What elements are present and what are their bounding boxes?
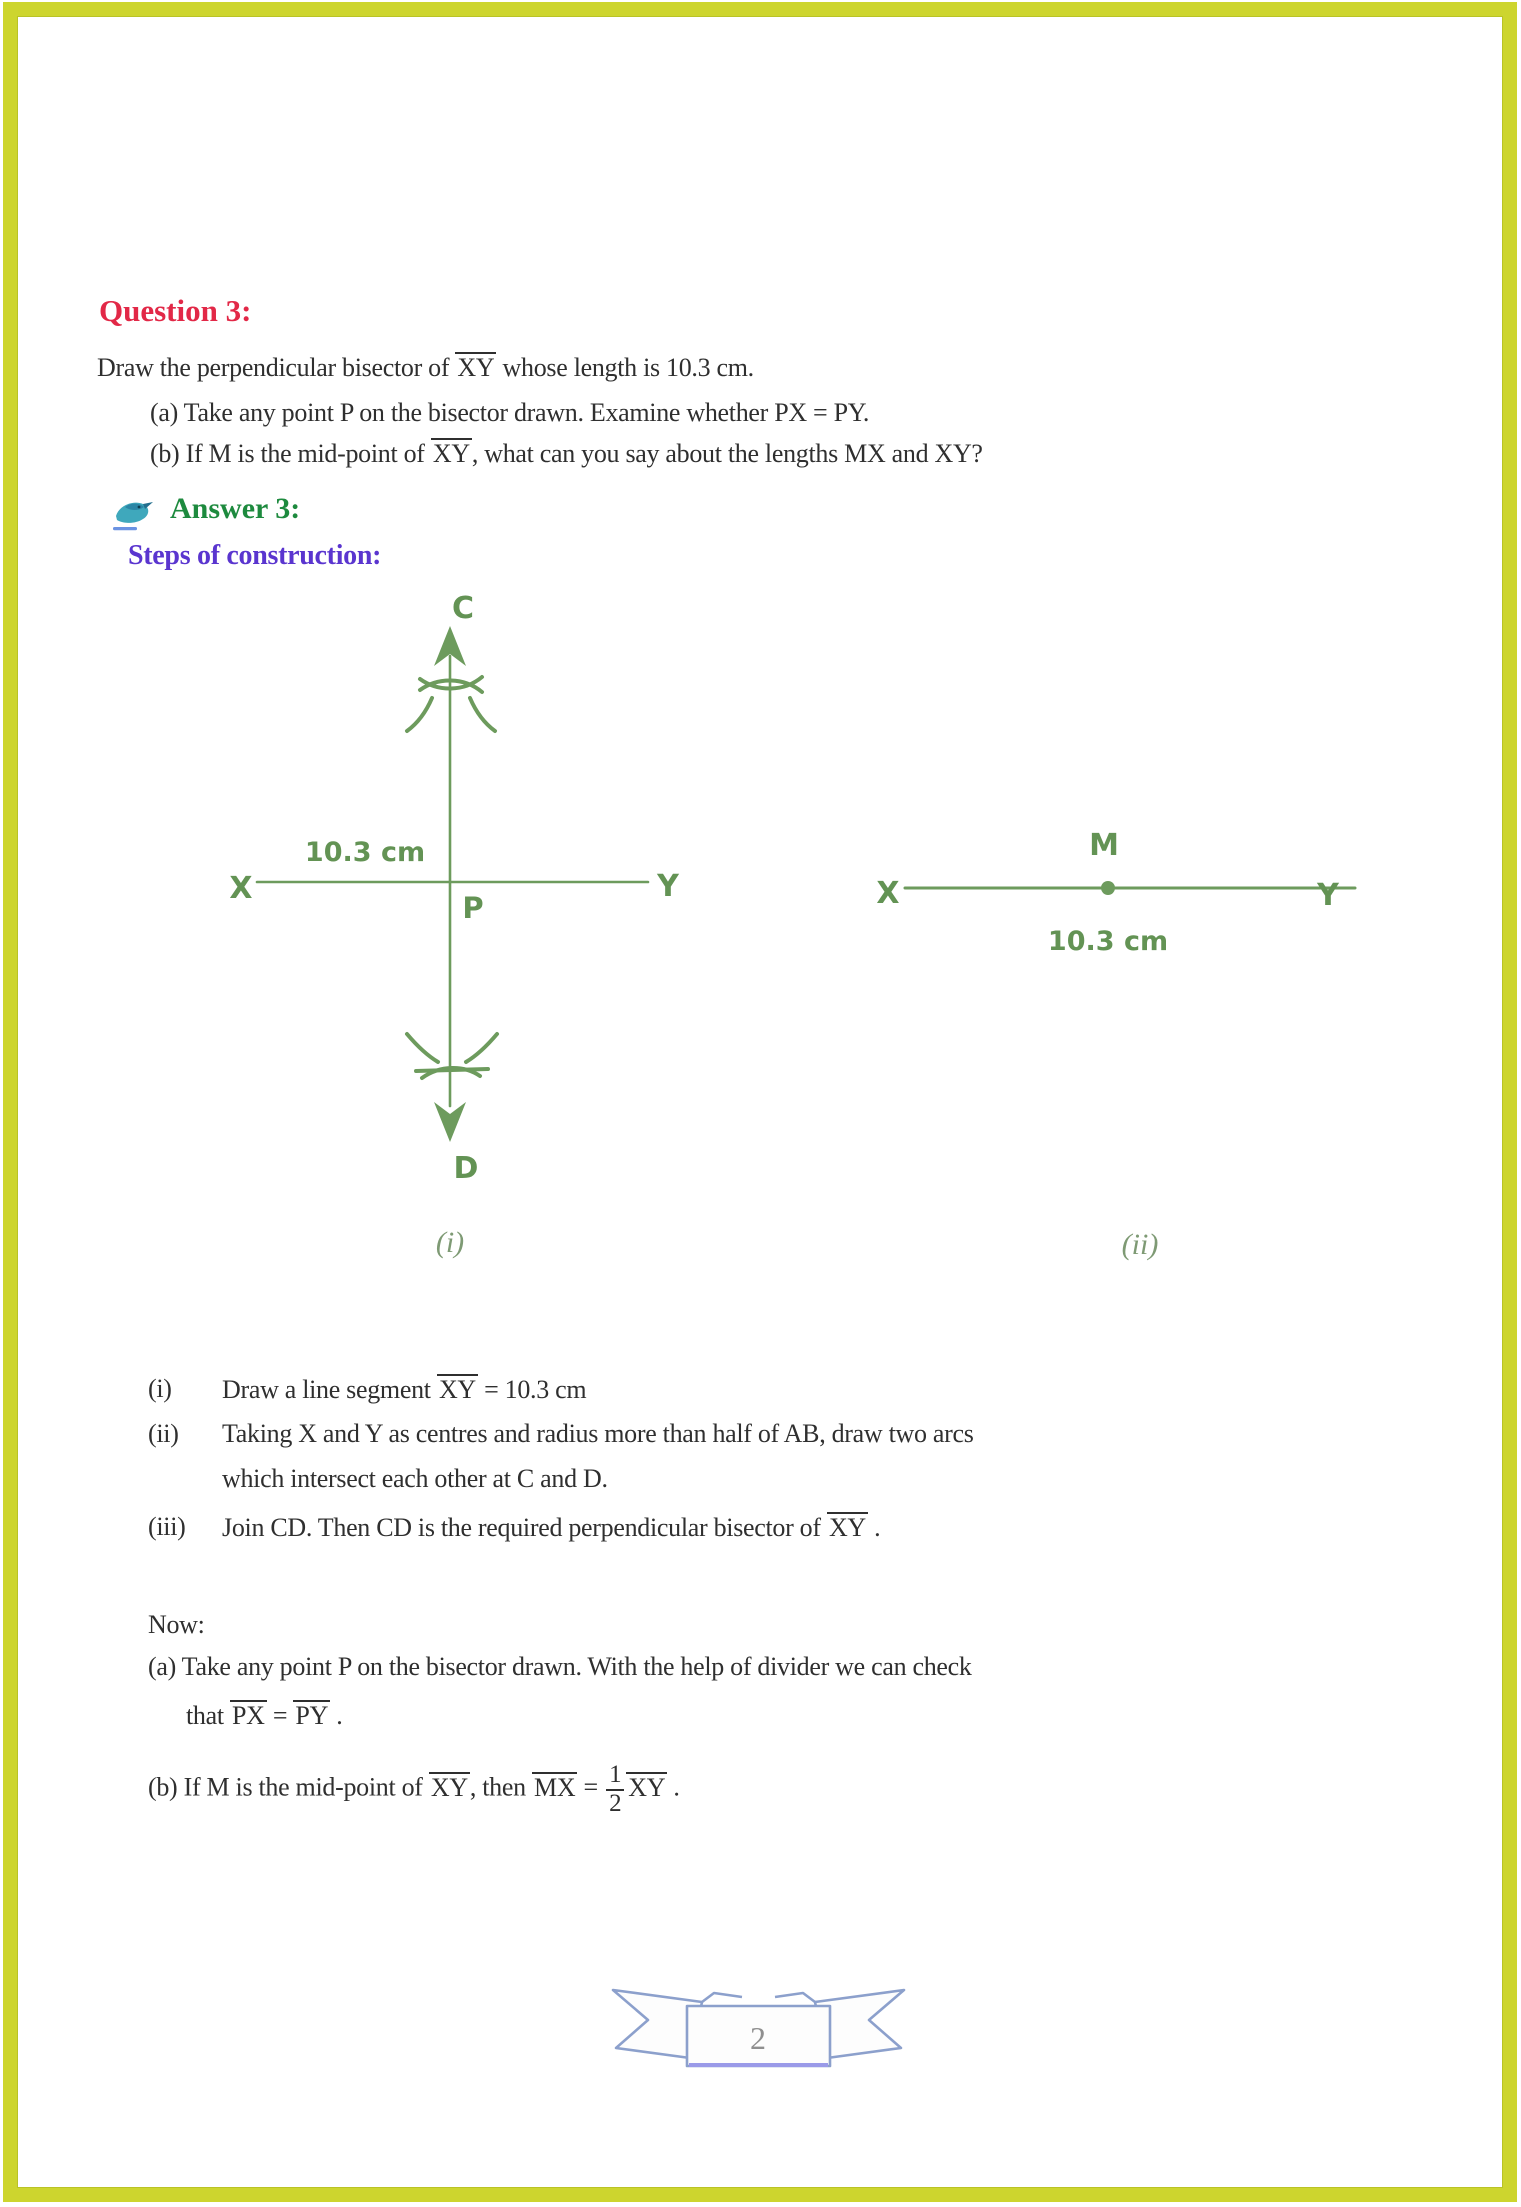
step-3-pre: Join CD. Then CD is the required perpendicular bisector of [222,1513,827,1542]
figure-midpoint [860,808,1390,968]
step-3-post: . [867,1513,881,1542]
fraction-one-half [606,1762,624,1818]
step-2-number: (ii) [148,1419,179,1448]
now-b-line [148,1762,680,1818]
now-a-pre: that [186,1701,230,1730]
page-number: 2 [750,2020,766,2056]
now-a-line2 [186,1700,342,1731]
figure-construction-bisector [180,566,700,1196]
step-1-number: (i) [148,1374,172,1403]
now-heading: Now: [148,1610,205,1639]
fig2-label-x: X [876,876,900,911]
fig1-label-p: P [462,891,484,925]
fig1-label-x: X [229,871,253,906]
question-part-b [150,438,983,469]
question-part-b-post: , what can you say about the lengths MX and XY? [471,439,983,468]
fraction-denominator: 2 [606,1789,624,1817]
fig1-label-c: C [451,591,475,626]
ribbon-right-fold [775,1993,815,2002]
segment-xy-overline: XY [432,439,470,468]
equals-sign: = [577,1772,605,1802]
fig1-label-y: Y [657,869,679,904]
step-3-number: (iii) [148,1512,186,1541]
publisher-bird-icon [108,493,156,535]
step-3-text [222,1512,880,1543]
fig1-length-label: 10.3 cm [304,837,426,868]
fraction-numerator: 1 [609,1761,622,1788]
question-intro-post: whose length is 10.3 cm. [496,353,754,382]
arc-intersection-mark-lower [407,1034,497,1078]
question-part-b-pre: (b) If M is the mid-point of [150,439,431,468]
question-heading: Question 3: [99,293,252,328]
midpoint-dot [1101,881,1115,895]
fig2-label-m: M [1089,828,1119,863]
equals-sign: = [266,1701,294,1730]
steps-heading: Steps of construction: [128,540,382,571]
segment-xy-overline: XY [457,353,495,382]
step-1-pre: Draw a line segment [222,1375,437,1404]
fig1-label-d: D [453,1151,479,1186]
step-2-text-line1: Taking X and Y as centres and radius more than half of AB, draw two arcs [222,1419,974,1448]
step-1-text [222,1374,586,1405]
now-a-period: . [330,1701,343,1730]
page-number-ribbon [602,1952,912,2077]
segment-mx-overline: MX [534,1772,576,1802]
fig2-label-y: Y [1317,878,1339,913]
now-b-mid: , then [469,1772,532,1802]
segment-xy-overline: XY [430,1772,468,1802]
ribbon-left-fold [702,1993,742,2002]
segment-px-overline: PX [232,1701,265,1730]
fig2-length-label: 10.3 cm [1047,926,1169,957]
question-part-a: (a) Take any point P on the bisector drawn. Examine whether PX = PY. [150,398,870,427]
question-intro [97,352,754,383]
answer-heading: Answer 3: [170,492,301,525]
segment-xy-overline: XY [628,1772,666,1802]
segment-xy-overline: XY [828,1513,866,1542]
question-intro-pre: Draw the perpendicular bisector of [97,353,456,382]
segment-xy-overline: XY [438,1375,476,1404]
step-1-post: = 10.3 cm [477,1375,587,1404]
step-2-text-line2: which intersect each other at C and D. [222,1464,608,1493]
fig1-caption: (i) [435,1226,465,1259]
now-b-pre: (b) If M is the mid-point of [148,1772,429,1802]
segment-py-overline: PY [295,1701,329,1730]
arrowhead-down [434,1102,466,1142]
now-b-period: . [667,1772,680,1802]
now-a-line1: (a) Take any point P on the bisector drawn. With the help of divider we can check [148,1652,972,1681]
fig2-caption: (ii) [1121,1228,1159,1261]
